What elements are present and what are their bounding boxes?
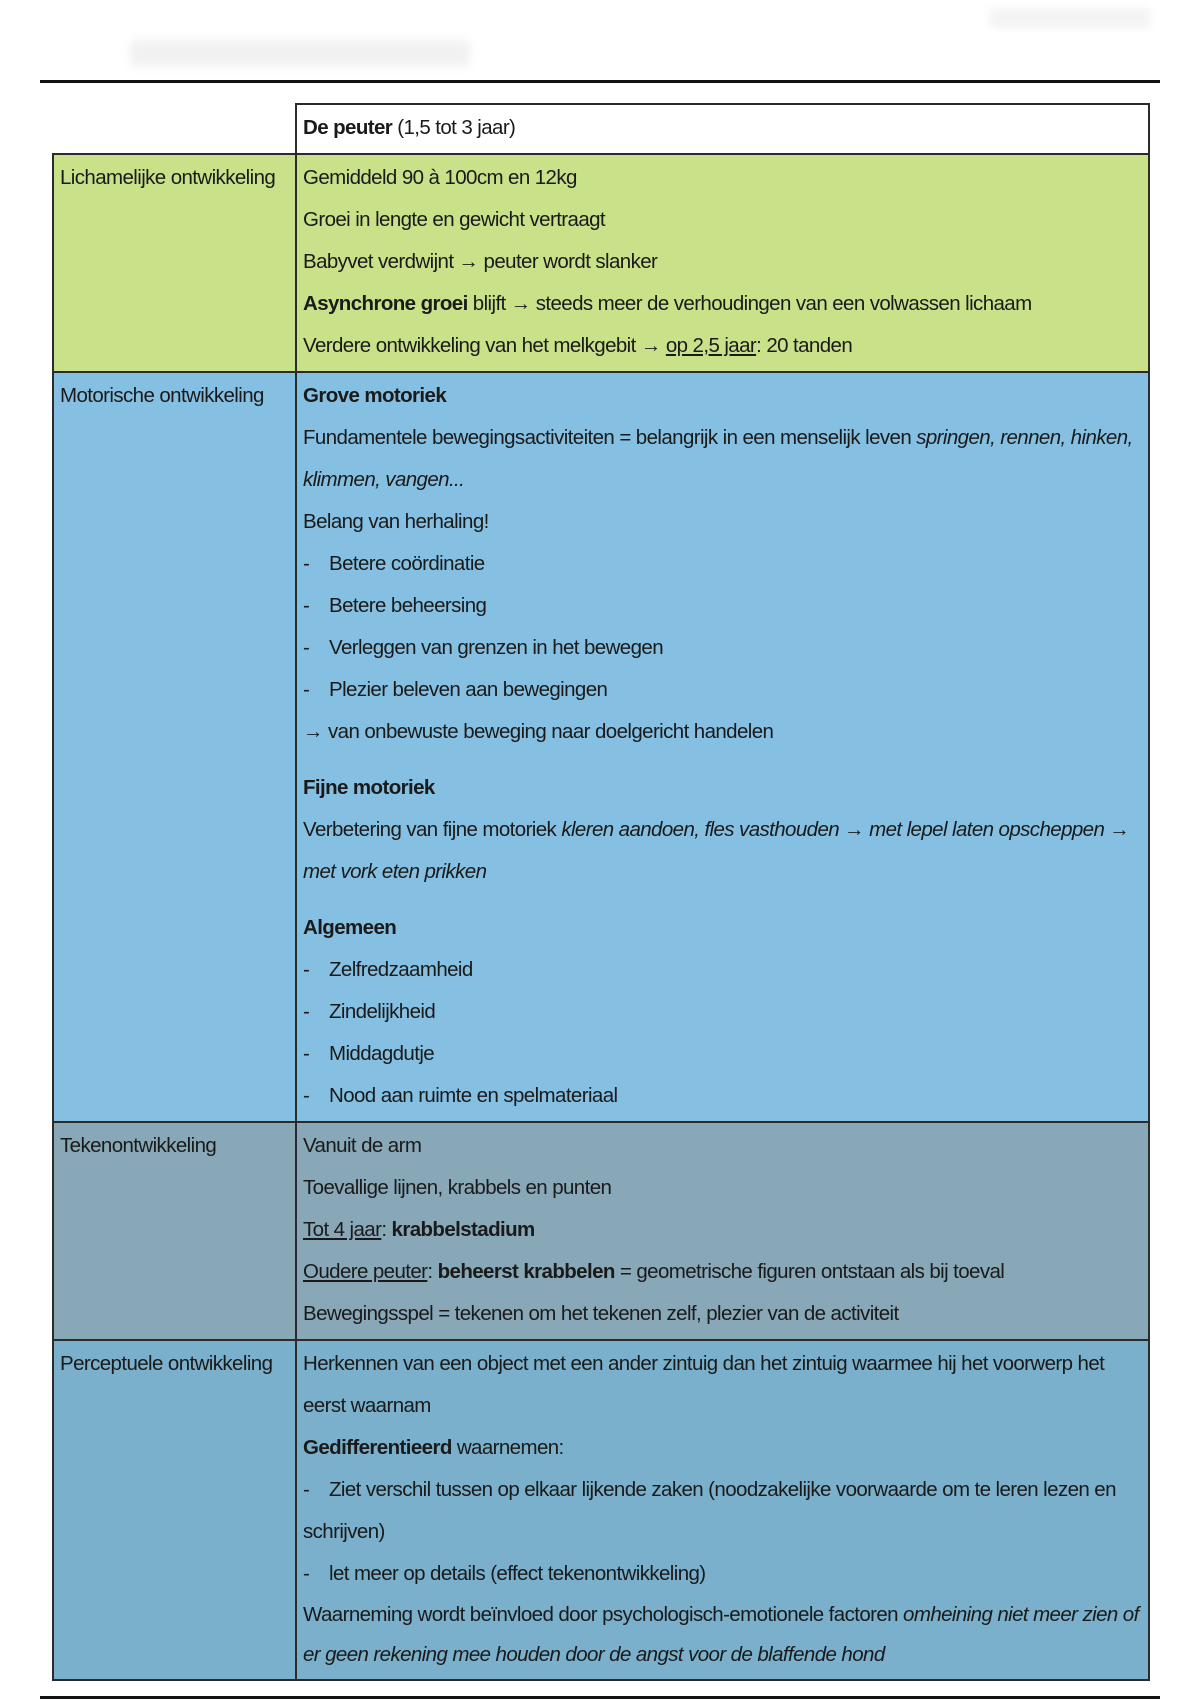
header-title-bold: De peuter — [303, 116, 393, 139]
header-empty-cell — [53, 104, 296, 154]
drawing-line: Bewegingsspel = tekenen om het tekenen zelf, plezier van de activiteit — [303, 1302, 899, 1325]
physical-line: Groei in lengte en gewicht vertraagt — [303, 208, 606, 231]
bullet-dash: - — [303, 1000, 310, 1023]
bullet-dash: - — [303, 1042, 310, 1065]
header-cell — [296, 104, 1149, 154]
bullet-dash: - — [303, 552, 310, 575]
motor-label: Motorische ontwikkeling — [53, 372, 296, 1122]
development-table — [52, 103, 1150, 1681]
list-item-text: Nood aan ruimte en spelmateriaal — [329, 1084, 618, 1107]
perceptual-text: Waarneming wordt beïnvloed door psychologisch-emotionele factoren — [303, 1603, 904, 1626]
motor-row — [53, 372, 1149, 1122]
fine-motor-heading — [303, 767, 1142, 809]
bullet-dash: - — [303, 1562, 310, 1585]
physical-line-pre: Verdere ontwikkeling van het melkgebit → — [303, 334, 666, 357]
drawing-line — [303, 1209, 1142, 1251]
gross-motor-examples: springen, rennen, hinken, klimmen, vangen... — [303, 426, 1133, 491]
list-item-text: Zelfredzaamheid — [329, 958, 473, 981]
perceptual-line — [303, 1595, 1142, 1675]
list-item-text: Plezier beleven aan bewegingen — [329, 678, 608, 701]
physical-content — [296, 154, 1149, 372]
gross-motor-heading-text: Grove motoriek — [303, 384, 447, 407]
blurred-page-title — [130, 40, 470, 66]
perceptual-content — [296, 1340, 1149, 1680]
list-item-text: Betere beheersing — [329, 594, 487, 617]
list-item — [303, 543, 1142, 585]
list-item — [303, 1033, 1142, 1075]
drawing-line — [303, 1251, 1142, 1293]
drawing-line: Vanuit de arm — [303, 1134, 422, 1157]
drawing-content — [296, 1122, 1149, 1340]
asynchronous-growth-term: Asynchrone groei — [303, 292, 468, 315]
fine-motor-examples: kleren aandoen, fles vasthouden → met lepel laten opscheppen → met vork eten prikken — [303, 818, 1130, 883]
physical-line-post: : 20 tanden — [756, 334, 853, 357]
bullet-dash: - — [303, 678, 310, 701]
top-rule — [40, 80, 1160, 83]
list-item — [303, 991, 1142, 1033]
list-item-text: Verleggen van grenzen in het bewegen — [329, 636, 664, 659]
list-item — [303, 1075, 1142, 1117]
list-item — [303, 669, 1142, 711]
physical-line — [303, 283, 1142, 325]
header-row — [53, 104, 1149, 154]
motor-content — [296, 372, 1149, 1122]
bullet-dash: - — [303, 636, 310, 659]
list-item-text: Middagdutje — [329, 1042, 435, 1065]
physical-line — [303, 325, 1142, 367]
list-item-text: Ziet verschil tussen op elkaar lijkende zaken (noodzakelijke voorwaarde om te leren lezen en schrijven) — [303, 1478, 1116, 1543]
bullet-dash: - — [303, 594, 310, 617]
masters-scribbling-term: beheerst krabbelen — [437, 1260, 615, 1283]
header-title-rest: (1,5 tot 3 jaar) — [392, 116, 516, 139]
gross-motor-text: Fundamentele bewegingsactiviteiten = belangrijk in een menselijk leven — [303, 426, 917, 449]
perceptual-row — [53, 1340, 1149, 1680]
list-item — [303, 949, 1142, 991]
bullet-dash: - — [303, 1478, 310, 1501]
fine-motor-heading-text: Fijne motoriek — [303, 776, 435, 799]
scribble-stage-term: krabbelstadium — [391, 1218, 535, 1241]
gross-motor-line — [303, 417, 1142, 501]
bullet-dash: - — [303, 1084, 310, 1107]
physical-row — [53, 154, 1149, 372]
list-item-text: Zindelijkheid — [329, 1000, 436, 1023]
older-toddler-underline: Oudere peuter — [303, 1260, 428, 1283]
differentiated-term: Gedifferentieerd — [303, 1436, 452, 1459]
drawing-line: Toevallige lijnen, krabbels en punten — [303, 1176, 612, 1199]
bullet-dash: - — [303, 958, 310, 981]
teeth-age-underline: op 2,5 jaar — [665, 334, 757, 357]
perceptual-line-rest: waarnemen: — [451, 1436, 564, 1459]
bottom-rule — [40, 1696, 1160, 1699]
drawing-row — [53, 1122, 1149, 1340]
physical-label: Lichamelijke ontwikkeling — [53, 154, 296, 372]
list-item-text: let meer op details (effect tekenontwikkeling) — [329, 1562, 706, 1585]
physical-line: Gemiddeld 90 à 100cm en 12kg — [303, 166, 577, 189]
physical-line: Babyvet verdwijnt → peuter wordt slanker — [303, 250, 658, 273]
perceptual-line: Herkennen van een object met een ander zintuig dan het zintuig waarmee hij het voorwerp het eerst waarnam — [303, 1352, 1105, 1417]
spacer — [303, 893, 1142, 907]
list-item — [303, 1553, 1142, 1595]
gross-motor-heading — [303, 375, 1142, 417]
perceptual-line — [303, 1427, 1142, 1469]
drawing-line-rest: = geometrische figuren ontstaan als bij toeval — [614, 1260, 1005, 1283]
physical-line-rest: blijft → steeds meer de verhoudingen van een volwassen lichaam — [467, 292, 1032, 315]
drawing-label: Tekenontwikkeling — [53, 1122, 296, 1340]
separator: : — [381, 1218, 392, 1241]
general-heading-text: Algemeen — [303, 916, 397, 939]
fine-motor-text: Verbetering van fijne motoriek — [303, 818, 562, 841]
fine-motor-line — [303, 809, 1142, 893]
list-item-text: Betere coördinatie — [329, 552, 485, 575]
gross-motor-conclusion: → van onbewuste beweging naar doelgericht handelen — [303, 720, 774, 743]
list-item — [303, 1469, 1142, 1553]
perceptual-example: omheining niet meer zien of er geen rekening mee houden door de angst voor de blaffende hond — [303, 1603, 1139, 1666]
general-heading — [303, 907, 1142, 949]
list-item — [303, 585, 1142, 627]
separator: : — [427, 1260, 438, 1283]
gross-motor-line: Belang van herhaling! — [303, 510, 489, 533]
list-item — [303, 627, 1142, 669]
spacer — [303, 753, 1142, 767]
drawing-age-underline: Tot 4 jaar — [303, 1218, 382, 1241]
perceptual-label: Perceptuele ontwikkeling — [53, 1340, 296, 1680]
blurred-corner-mark — [990, 8, 1150, 28]
